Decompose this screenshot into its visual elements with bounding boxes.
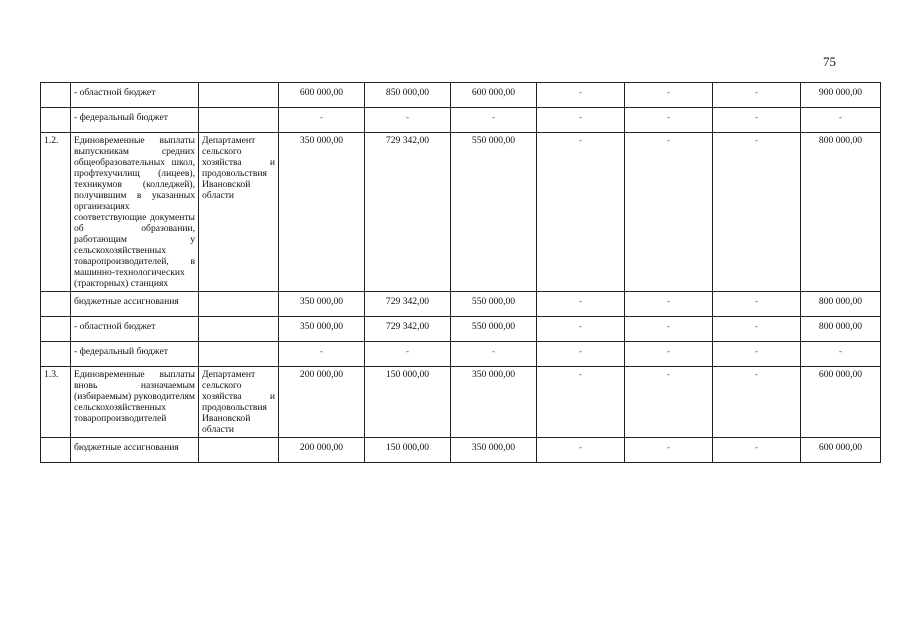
value-cell: - [365, 108, 451, 133]
value-cell: - [451, 108, 537, 133]
value-cell: - [625, 438, 713, 463]
value-cell: - [713, 438, 801, 463]
value-cell: 350 000,00 [279, 292, 365, 317]
value-cell: 600 000,00 [801, 438, 881, 463]
value-cell: 800 000,00 [801, 317, 881, 342]
value-cell: - [625, 83, 713, 108]
value-cell: 800 000,00 [801, 292, 881, 317]
row-name: - областной бюджет [71, 317, 199, 342]
row-number: 1.2. [41, 133, 71, 292]
row-number [41, 342, 71, 367]
row-name: - федеральный бюджет [71, 108, 199, 133]
value-cell: - [625, 292, 713, 317]
value-cell: 729 342,00 [365, 133, 451, 292]
value-cell: - [625, 367, 713, 438]
value-cell: 350 000,00 [279, 317, 365, 342]
value-cell: - [537, 292, 625, 317]
value-cell: 200 000,00 [279, 367, 365, 438]
table-row [41, 342, 881, 367]
value-cell: 600 000,00 [801, 367, 881, 438]
value-cell: 850 000,00 [365, 83, 451, 108]
value-cell: 550 000,00 [451, 292, 537, 317]
value-cell: - [537, 83, 625, 108]
value-cell: 200 000,00 [279, 438, 365, 463]
value-cell: 150 000,00 [365, 438, 451, 463]
value-cell: 350 000,00 [451, 367, 537, 438]
table-row [41, 133, 881, 292]
value-cell: - [625, 342, 713, 367]
row-number: 1.3. [41, 367, 71, 438]
page-number: 75 [823, 54, 836, 69]
value-cell: - [801, 108, 881, 133]
value-cell: 350 000,00 [451, 438, 537, 463]
row-name: бюджетные ассигнования [71, 292, 199, 317]
table-row [41, 292, 881, 317]
value-cell: 600 000,00 [279, 83, 365, 108]
row-number [41, 292, 71, 317]
value-cell: 350 000,00 [279, 133, 365, 292]
value-cell: - [279, 108, 365, 133]
value-cell: - [625, 317, 713, 342]
row-executor [199, 317, 279, 342]
value-cell: - [625, 108, 713, 133]
row-number [41, 438, 71, 463]
table-row [41, 317, 881, 342]
value-cell: 800 000,00 [801, 133, 881, 292]
row-executor [199, 342, 279, 367]
row-name: бюджетные ассигнования [71, 438, 199, 463]
row-name: Единовременные выплаты выпускникам средних общеобразовательных школ, профтехучилищ (лицеев), техникумов (колледжей), получившим в указанных организациях соответствующие документы об образовании, работающим у сельскохозяйственных товаропроизводителей, в машинно-технологических (тракторных) станциях [71, 133, 199, 292]
row-executor: Департамент сельского хозяйства и продовольствия Ивановской области [199, 367, 279, 438]
value-cell: - [537, 133, 625, 292]
value-cell: - [537, 108, 625, 133]
table-row [41, 367, 881, 438]
value-cell: - [801, 342, 881, 367]
value-cell: - [713, 133, 801, 292]
table-row [41, 438, 881, 463]
row-name: - областной бюджет [71, 83, 199, 108]
row-executor [199, 108, 279, 133]
row-executor [199, 292, 279, 317]
value-cell: - [713, 317, 801, 342]
row-executor: Департамент сельского хозяйства и продовольствия Ивановской области [199, 133, 279, 292]
value-cell: 729 342,00 [365, 317, 451, 342]
value-cell: - [537, 342, 625, 367]
value-cell: - [713, 292, 801, 317]
value-cell: 729 342,00 [365, 292, 451, 317]
value-cell: 150 000,00 [365, 367, 451, 438]
table-row [41, 108, 881, 133]
value-cell: - [365, 342, 451, 367]
row-executor [199, 438, 279, 463]
row-number [41, 317, 71, 342]
table-row [41, 83, 881, 108]
value-cell: - [713, 367, 801, 438]
value-cell: 550 000,00 [451, 133, 537, 292]
row-number [41, 108, 71, 133]
row-executor [199, 83, 279, 108]
value-cell: - [537, 367, 625, 438]
value-cell: 600 000,00 [451, 83, 537, 108]
value-cell: - [537, 317, 625, 342]
value-cell: 550 000,00 [451, 317, 537, 342]
value-cell: - [279, 342, 365, 367]
value-cell: - [625, 133, 713, 292]
value-cell: 900 000,00 [801, 83, 881, 108]
value-cell: - [451, 342, 537, 367]
row-name: - федеральный бюджет [71, 342, 199, 367]
value-cell: - [713, 83, 801, 108]
row-name: Единовременные выплаты вновь назначаемым (избираемым) руководителям сельскохозяйственных товаропроизводителей [71, 367, 199, 438]
value-cell: - [713, 342, 801, 367]
value-cell: - [713, 108, 801, 133]
row-number [41, 83, 71, 108]
value-cell: - [537, 438, 625, 463]
budget-table [40, 82, 881, 463]
